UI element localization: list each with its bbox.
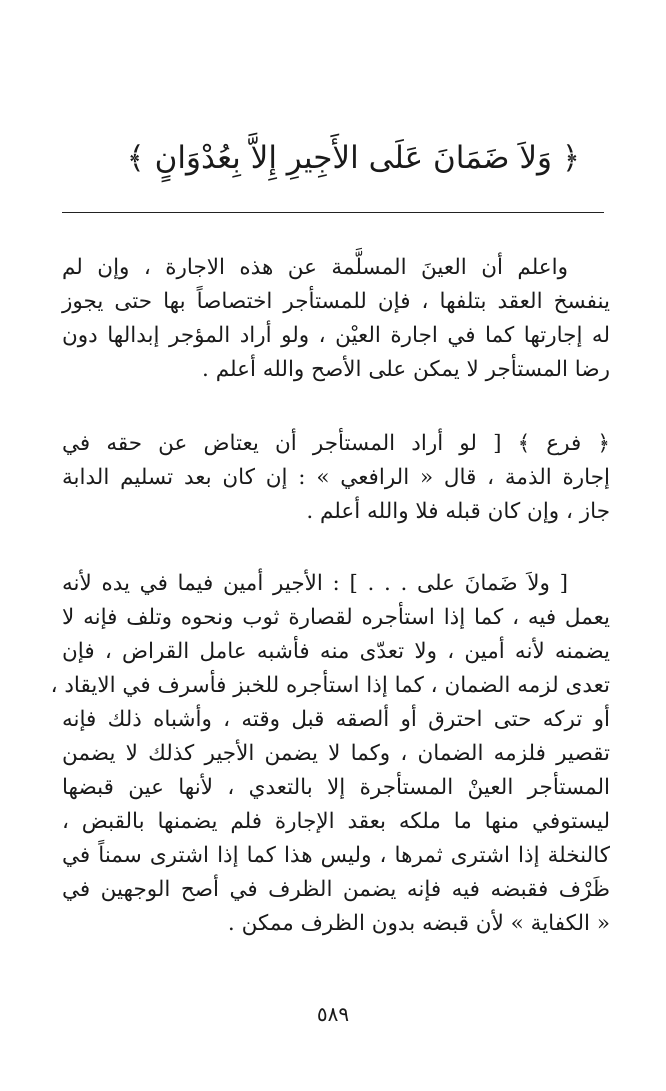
heading-divider bbox=[62, 212, 604, 213]
paragraph-liability bbox=[50, 567, 610, 941]
text-line: أو تركه حتى احترق أو ألصقه قبل وقته ، وأشباه ذلك فإنه bbox=[62, 707, 610, 732]
text-line: « الكفاية » لأن قبضه بدون الظرف ممكن . bbox=[227, 911, 610, 936]
text-line: تعدى لزمه الضمان ، كما إذا استأجره للخبز فأسرف في الايقاد ، bbox=[50, 673, 610, 698]
text-line: رضا المستأجر لا يمكن على الأصح والله أعلم . bbox=[202, 357, 610, 382]
paragraph-branch bbox=[62, 427, 610, 529]
text-line: تقصير فلزمه الضمان ، وكما لا يضمن الأجير كذلك لا يضمن bbox=[62, 741, 610, 766]
text-line: ﴿ فرع ﴾ [ لو أراد المستأجر أن يعتاض عن حقه في bbox=[62, 431, 610, 456]
paragraph-asset-custody bbox=[62, 251, 610, 387]
text-line: ينفسخ العقد بتلفها ، فإن للمستأجر اختصاصاً بها حتى يجوز bbox=[62, 289, 610, 314]
text-line: كالنخلة إذا اشترى ثمرها ، وليس هذا كما إذا اشترى سمناً في bbox=[62, 843, 610, 868]
text-line: [ ولاَ ضَمانَ على . . . ] : الأجير أمين فيما في يده لأنه bbox=[62, 571, 568, 596]
text-line: يعمل فيه ، كما إذا استأجره لقصارة ثوب ونحوه وتلف فإنه لا bbox=[62, 605, 610, 630]
text-line: إجارة الذمة ، قال « الرافعي » : إن كان بعد تسليم الدابة bbox=[62, 465, 610, 490]
verse-heading: ﴿ وَلاَ ضَمَانَ عَلَى الأَجِيرِ إِلاَّ بِعُدْوَانٍ ﴾ bbox=[126, 140, 580, 176]
text-line: واعلم أن العينَ المسلَّمة عن هذه الاجارة ، وإن لم bbox=[62, 255, 568, 280]
page-number: ٥٨٩ bbox=[316, 1002, 350, 1026]
text-line: جاز ، وإن كان قبله فلا والله أعلم . bbox=[306, 499, 610, 524]
text-line: ليستوفي منها ما ملكه بعقد الإجارة فلم يضمنها بالقبض ، bbox=[62, 809, 610, 834]
text-line: يضمنه لأنه أمين ، ولا تعدّى منه فأشبه عامل القراض ، فإن bbox=[62, 639, 610, 664]
text-line: ظَرْف فقبضه فيه فإنه يضمن الظرف في أصح الوجهين في bbox=[62, 877, 610, 902]
text-line: المستأجر العينْ المستأجرة إلا بالتعدي ، لأنها عين قبضها bbox=[62, 775, 610, 800]
text-line: له إجارتها كما في اجارة العيْن ، ولو أراد المؤجر إبدالها دون bbox=[62, 323, 610, 348]
